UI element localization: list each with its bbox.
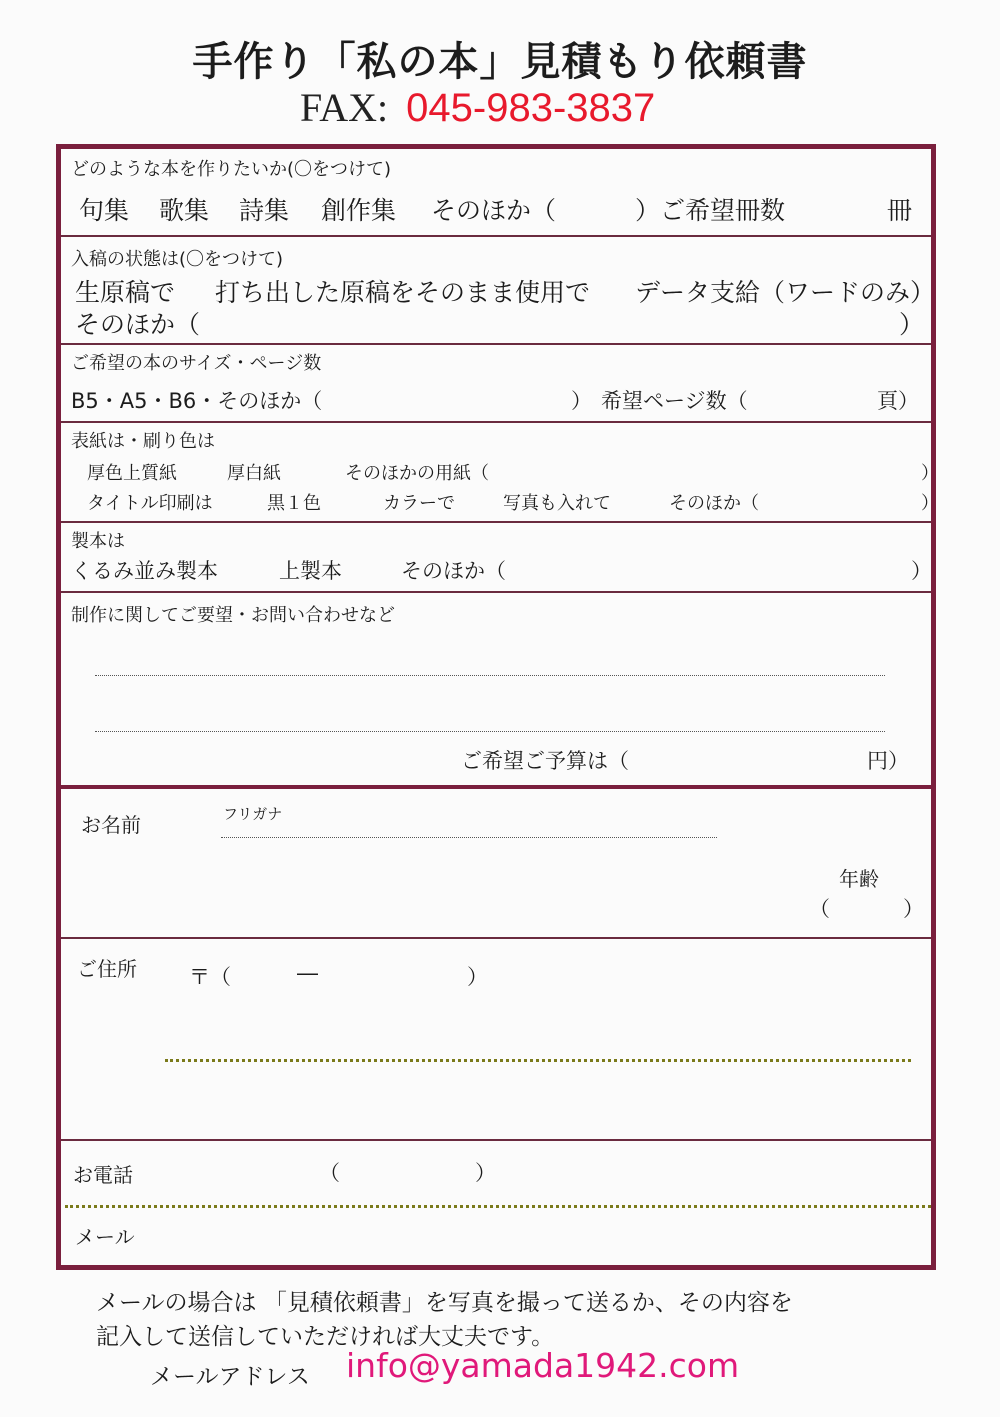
fax-label: FAX: (300, 85, 389, 130)
divider (61, 343, 931, 345)
request-line[interactable] (95, 731, 885, 732)
mail-address-label: メールアドレス (150, 1364, 310, 1390)
mail-address-link[interactable]: info@yamada1942.com (346, 1346, 740, 1385)
fax-number[interactable]: 045-983-3837 (406, 86, 656, 130)
print-other-open[interactable]: そのほか（ (669, 493, 759, 514)
budget-unit: 円） (867, 749, 909, 773)
binding-option[interactable]: 上製本 (279, 559, 342, 583)
book-type-option[interactable]: 詩集 (239, 196, 290, 225)
print-close: ） (921, 493, 939, 514)
book-type-question: どのような本を作りたいか(〇をつけて) (71, 159, 392, 180)
furigana-label: フリガナ (223, 805, 283, 823)
phone-close: ） (475, 1161, 496, 1185)
age-open: （ (809, 897, 830, 921)
size-close: ） (571, 389, 592, 413)
address-line[interactable] (165, 1059, 911, 1062)
pages-unit: 頁） (877, 389, 919, 413)
book-type-option[interactable]: 歌集 (159, 196, 210, 225)
request-line[interactable] (95, 675, 885, 676)
cover-question: 表紙は・刷り色は (71, 431, 215, 452)
age-label: 年齢 (839, 867, 879, 891)
footer-note-line1: メールの場合は 「見積依頼書」を写真を撮って送るか、その内容を (96, 1290, 793, 1316)
divider (61, 937, 931, 939)
manuscript-option[interactable]: 生原稿で (75, 278, 176, 307)
divider (61, 235, 931, 237)
binding-close: ） (911, 559, 932, 583)
binding-question: 製本は (71, 531, 125, 552)
size-options[interactable]: B5・A5・B6・そのほか（ (71, 389, 323, 413)
manuscript-other-close: ） (899, 310, 925, 339)
requests-question: 制作に関してご要望・お問い合わせなど (71, 605, 395, 626)
manuscript-option[interactable]: データ支給（ワードのみ） (635, 278, 936, 307)
print-option[interactable]: カラーで (383, 493, 455, 514)
print-option[interactable]: 写真も入れて (503, 493, 611, 514)
divider (61, 785, 931, 789)
postal-close: ） (467, 965, 488, 989)
phone-label: お電話 (73, 1163, 133, 1187)
furigana-field[interactable] (221, 837, 717, 838)
paper-option[interactable]: 厚白紙 (227, 463, 281, 484)
book-type-option[interactable]: 創作集 (321, 196, 397, 225)
print-option[interactable]: 黒１色 (267, 493, 321, 514)
postal-dash: ― (297, 961, 318, 985)
postal-open[interactable]: 〒（ (189, 965, 231, 989)
name-label: お名前 (81, 813, 141, 837)
manuscript-question: 入稿の状態は(〇をつけて) (71, 249, 284, 270)
paper-other-open[interactable]: そのほかの用紙（ (345, 463, 489, 484)
divider (61, 521, 931, 523)
phone-open[interactable]: （ (319, 1161, 340, 1185)
address-label: ご住所 (77, 957, 137, 981)
book-type-other-open[interactable]: そのほか（ (431, 196, 557, 225)
divider (61, 421, 931, 423)
page-title: 手作り「私の本」見積もり依頼書 (192, 38, 808, 85)
age-close: ） (903, 897, 924, 921)
divider (61, 1139, 931, 1141)
copies-label: ）ご希望冊数 (635, 196, 786, 225)
manuscript-other-open[interactable]: そのほか（ (75, 310, 201, 339)
email-label: メール (75, 1225, 135, 1249)
fax-line (300, 84, 655, 131)
binding-other-open[interactable]: そのほか（ (401, 559, 506, 583)
divider (61, 591, 931, 593)
binding-option[interactable]: くるみ並み製本 (71, 559, 218, 583)
manuscript-option[interactable]: 打ち出した原稿をそのまま使用で (215, 278, 591, 307)
pages-label: 希望ページ数（ (601, 389, 748, 413)
estimate-form (56, 144, 939, 1270)
title-print-label: タイトル印刷は (87, 493, 213, 514)
divider (65, 1205, 931, 1208)
footer-note-line2: 記入して送信していただければ大丈夫です。 (96, 1324, 555, 1350)
paper-option[interactable]: 厚色上質紙 (87, 463, 177, 484)
budget-label: ご希望ご予算は（ (461, 749, 629, 773)
size-question: ご希望の本のサイズ・ページ数 (71, 353, 322, 374)
paper-close: ） (921, 463, 939, 484)
copies-unit: 冊 (887, 196, 913, 225)
book-type-option[interactable]: 句集 (79, 196, 130, 225)
